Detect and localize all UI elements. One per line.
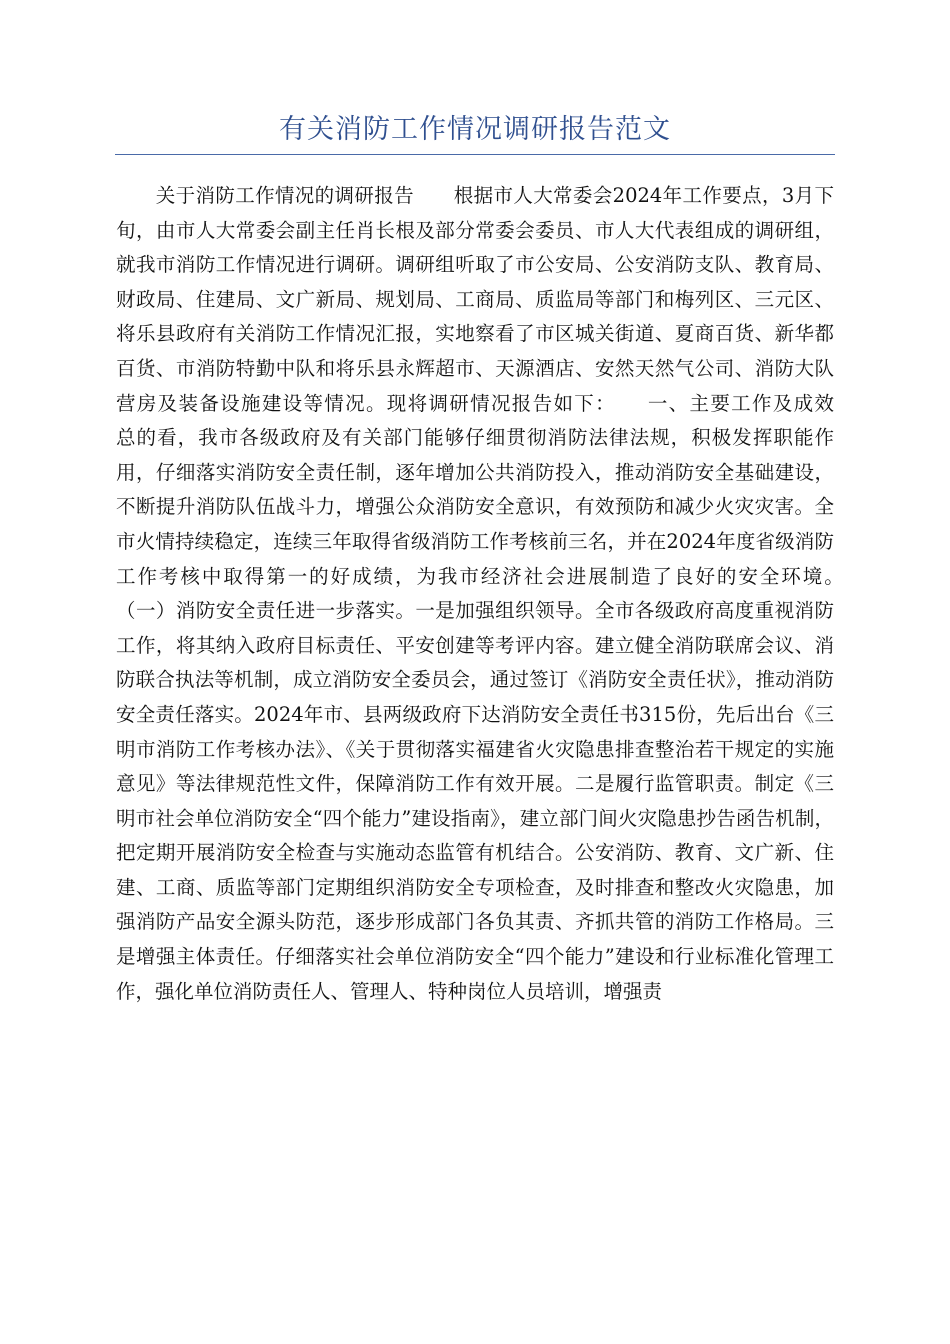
document-body: 关于消防工作情况的调研报告 根据市人大常委会2024年工作要点，3月下旬，由市人大常委会副主任肖长根及部分常委会委员、市人大代表组成的调研组，就我市消防工作情况进行调研。调研组听取了市公安局、公安消防支队、教育局、财政局、住建局、文广新局、规划局、工商局、质监局等部门和梅列区、三元区、将乐县政府有关消防工作情况汇报，实地察看了市区城关街道、夏商百货、新华都百货、市消防特勤中队和将乐县永辉超市、天源酒店、安然天然气公司、消防大队营房及装备设施建设等情况。现将调研情况报告如下： 一、主要工作及成效 总的看，我市各级政府及有关部门能够仔细贯彻消防法律法规，积极发挥职能作用，仔细落实消防安全责任制，逐年增加公共消防投入，推动消防安全基础建设，不断提升消防队伍战斗力，增强公众消防安全意识，有效预防和减少火灾灾害。全市火情持续稳定，连续三年取得省级消防工作考核前三名，并在2024年度省级消防工作考核中取得第一的好成绩，为我市经济社会进展制造了良好的安全环境。 （一）消防安全责任进一步落实。一是加强组织领导。全市各级政府高度重视消防工作，将其纳入政府目标责任、平安创建等考评内容。建立健全消防联席会议、消防联合执法等机制，成立消防安全委员会，通过签订《消防安全责任状》，推动消防安全责任落实。2024年市、县两级政府下达消防安全责任书315份，先后出台《三明市消防工作考核办法》、《关于贯彻落实福建省火灾隐患排查整治若干规定的实施意见》等法律规范性文件，保障消防工作有效开展。二是履行监管职责。制定《三明市社会单位消防安全“四个能力”建设指南》，建立部门间火灾隐患抄告函告机制，把定期开展消防安全检查与实施动态监管有机结合。公安消防、教育、文广新、住建、工商、质监等部门定期组织消防安全专项检查，及时排查和整改火灾隐患，加强消防产品安全源头防范，逐步形成部门各负其责、齐抓共管的消防工作格局。三是增强主体责任。仔细落实社会单位消防安全“四个能力”建设和行业标准化管理工作，强化单位消防责任人、管理人、特种岗位人员培训，增强责: [116, 184, 874, 1003]
title-underline: [115, 154, 835, 155]
document-title: 有关消防工作情况调研报告范文: [279, 114, 671, 145]
